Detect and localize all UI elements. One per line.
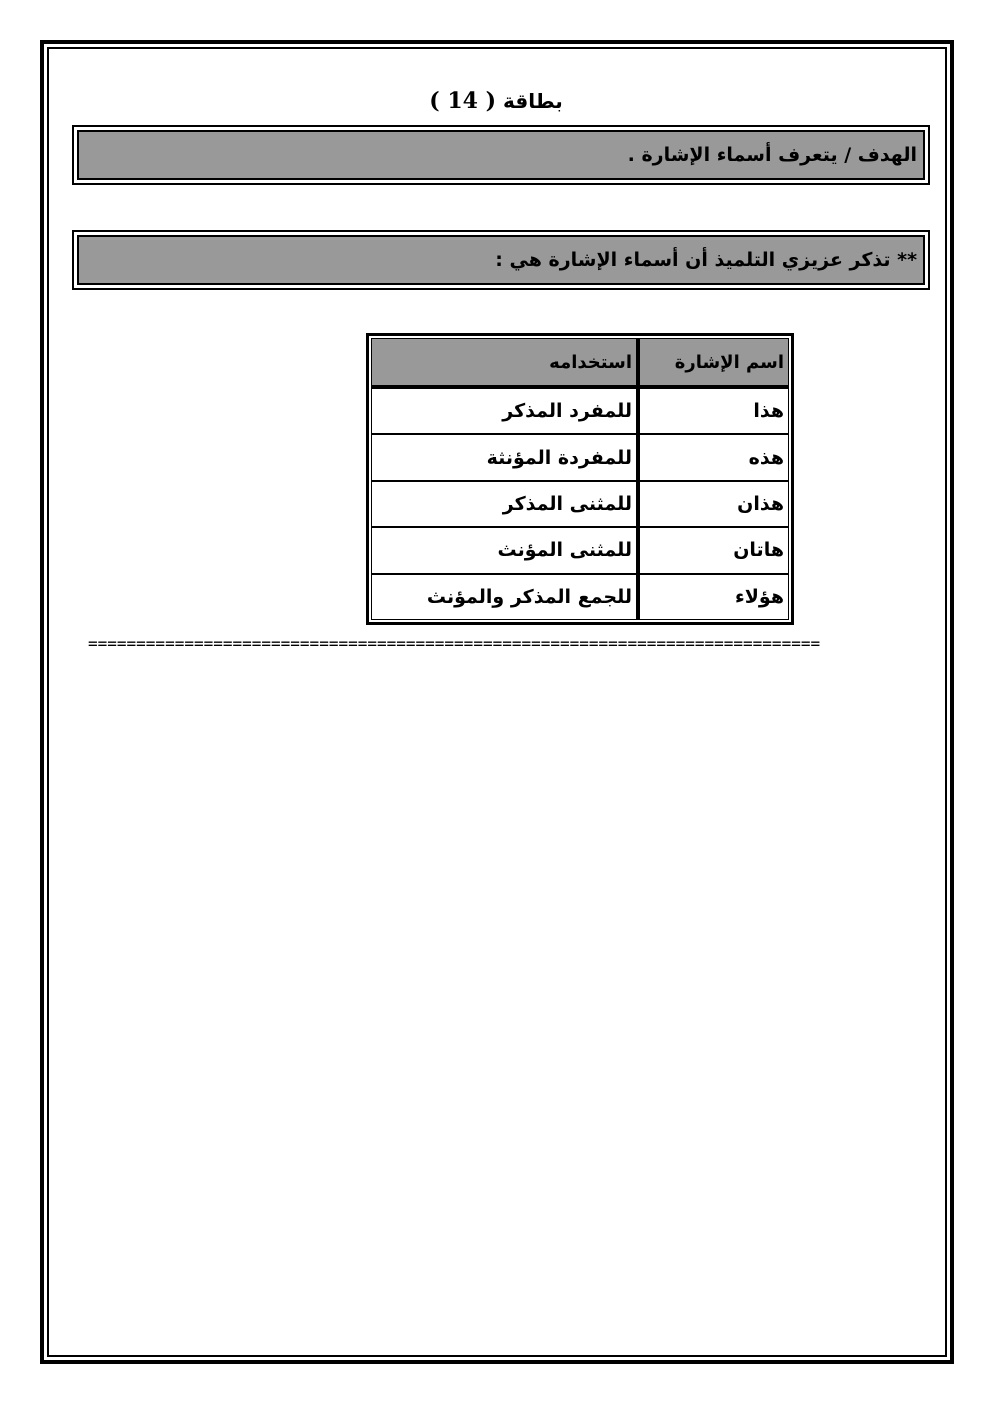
note-text: ** تذكر عزيزي التلميذ أن أسماء الإشارة هي : xyxy=(77,235,925,285)
card-title xyxy=(0,88,992,114)
header-name: اسم الإشارة xyxy=(637,338,789,388)
cell-usage: للمثنى المذكر xyxy=(371,481,637,527)
cell-usage: للمفرد المذكر xyxy=(371,388,637,434)
cell-name: هؤلاء xyxy=(637,574,789,620)
note-banner xyxy=(72,230,930,290)
header-usage: استخدامه xyxy=(371,338,637,388)
cell-usage: للجمع المذكر والمؤنث xyxy=(371,574,637,620)
goal-text: الهدف / يتعرف أسماء الإشارة . xyxy=(77,130,925,180)
demonstratives-table xyxy=(366,333,794,625)
table-row xyxy=(371,481,789,527)
cell-name: هذه xyxy=(637,434,789,480)
separator-line: ============================================================================ xyxy=(88,634,821,653)
cell-usage: للمثنى المؤنث xyxy=(371,527,637,573)
card-number: ( 14 ) xyxy=(429,88,497,114)
cell-usage: للمفردة المؤنثة xyxy=(371,434,637,480)
goal-banner xyxy=(72,125,930,185)
table-row xyxy=(371,574,789,620)
table-row xyxy=(371,434,789,480)
table-row xyxy=(371,388,789,434)
table-header-row xyxy=(371,338,789,388)
cell-name: هاتان xyxy=(637,527,789,573)
cell-name: هذا xyxy=(637,388,789,434)
table-row xyxy=(371,527,789,573)
cell-name: هذان xyxy=(637,481,789,527)
card-label: بطاقة xyxy=(503,89,563,113)
